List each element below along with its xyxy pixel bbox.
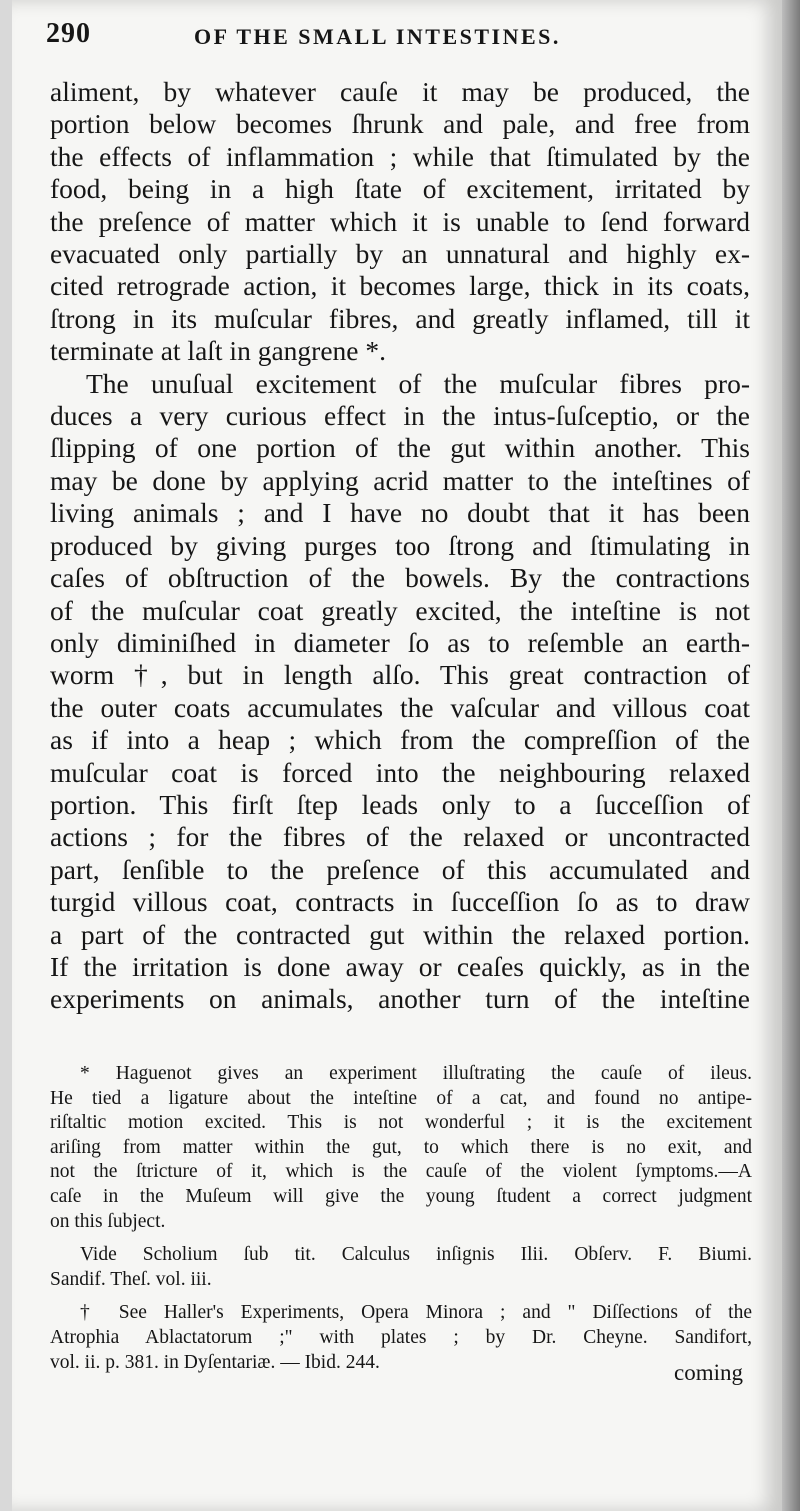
body-line: caſes of obſtruction of the bowels. By the contractions <box>50 562 750 594</box>
body-line: cited retrograde action, it becomes large, thick in its coats, <box>50 270 750 302</box>
body-line: only diminiſhed in diameter ſo as to reſemble an earth- <box>50 626 750 658</box>
paragraph-start-line: The unuſual excitement of the muſcular fibres pro- <box>86 367 750 399</box>
body-line: worm †, but in length alſo. This great contraction of <box>50 659 750 691</box>
body-line: terminate at laſt in gangrene *. <box>50 335 386 367</box>
body-line: portion. This firſt ſtep leads only to a ſucceſſion of <box>50 788 750 820</box>
body-line: experiments on animals, another turn of the inteſtine <box>50 983 750 1015</box>
body-line: actions ; for the fibres of the relaxed or uncontracted <box>50 821 750 853</box>
body-line: part, ſenſible to the preſence of this accumulated and <box>50 853 750 885</box>
catchword: coming <box>674 1360 743 1385</box>
footnotes <box>50 1062 752 1375</box>
body-line: ſlipping of one portion of the gut within another. This <box>50 432 750 464</box>
body-line: aliment, by whatever cauſe it may be produced, the <box>50 76 750 107</box>
body-line: ſtrong in its muſcular fibres, and greatly inflamed, till it <box>50 302 750 334</box>
footnote-line: * Haguenot gives an experiment illuſtrating the cauſe of ileus. <box>80 1063 752 1084</box>
page-number: 290 <box>46 18 91 49</box>
footnote-line: † See Haller's Experiments, Opera Minora ; and " Diſſections of the <box>80 1302 752 1324</box>
footnote-line: He tied a ligature about the inteſtine of a cat, and found no antipe- <box>50 1087 752 1109</box>
footnote-line: Atrophia Ablactatorum ;" with plates ; by Dr. Cheyne. Sandifort, <box>50 1326 752 1348</box>
body-line: produced by giving purges too ſtrong and ſtimulating in <box>50 529 750 561</box>
page-header <box>46 18 746 54</box>
footnote-citation-line: Sandif. Theſ. vol. iii. <box>50 1268 212 1290</box>
footnote-line: not the ſtricture of it, which is the cauſe of the violent ſymptoms.—A <box>50 1161 752 1183</box>
body-line: living animals ; and I have no doubt that it has been <box>50 497 750 529</box>
body-line: turgid villous coat, contracts in ſucceſſion ſo as to draw <box>50 886 750 918</box>
body-line: muſcular coat is forced into the neighbouring relaxed <box>50 756 750 788</box>
body-line: as if into a heap ; which from the compreſſion of the <box>50 724 750 756</box>
body-line: food, being in a high ſtate of excitement, irritated by <box>50 173 750 205</box>
body-line: the effects of inflammation ; while that ſtimulated by the <box>50 140 750 172</box>
running-title: OF THE SMALL INTESTINES. <box>194 24 561 49</box>
body-line: of the muſcular coat greatly excited, the inteſtine is not <box>50 594 750 626</box>
body-line: the outer coats accumulates the vaſcular and villous coat <box>50 691 750 723</box>
body-line: may be done by applying acrid matter to the inteſtines of <box>50 464 750 496</box>
footnote-line: caſe in the Muſeum will give the young ſtudent a correct judgment <box>50 1185 752 1207</box>
body-line: duces a very curious effect in the intus-ſuſceptio, or the <box>50 400 750 432</box>
footnote-line: vol. ii. p. 381. in Dyſentariæ. — Ibid. 244. <box>50 1351 380 1373</box>
footnote-line: riſtaltic motion excited. This is not wonderful ; it is the excitement <box>50 1112 752 1134</box>
footnote-line: ariſing from matter within the gut, to which there is no exit, and <box>50 1136 752 1158</box>
footnote-line: on this ſubject. <box>50 1210 166 1232</box>
body-line: portion below becomes ſhrunk and pale, and free from <box>50 108 750 140</box>
body-line: the preſence of matter which it is unable to ſend forward <box>50 205 750 237</box>
footnote-citation-line: Vide Scholium ſub tit. Calculus inſignis Ilii. Obſerv. F. Biumi. <box>80 1244 752 1266</box>
body-line: If the irritation is done away or ceaſes quickly, as in the <box>50 950 750 982</box>
page-edge-shadow <box>782 0 800 1511</box>
body-line: a part of the contracted gut within the relaxed portion. <box>50 918 750 950</box>
body-text <box>50 76 750 1016</box>
body-line: evacuated only partially by an unnatural and highly ex- <box>50 238 750 270</box>
